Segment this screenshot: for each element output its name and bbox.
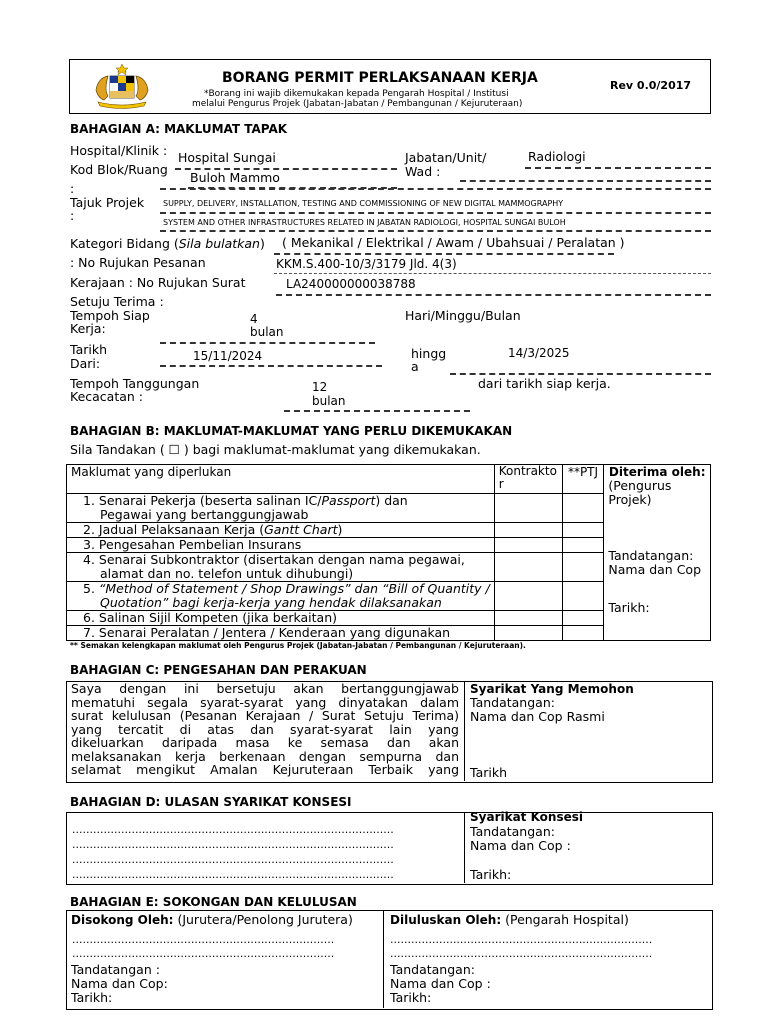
disokong-line-1[interactable]: ........................................................................... — [72, 933, 335, 946]
kategori-options[interactable]: ( Mekanikal / Elektrikal / Awam / Ubahsuai / Peralatan ) — [282, 235, 625, 250]
tempoh-siap-unit: Hari/Minggu/Bulan — [405, 308, 521, 323]
item-6-ptj-check[interactable] — [562, 611, 604, 626]
item-4-kontraktor-check[interactable] — [494, 553, 562, 582]
section-c-heading: BAHAGIAN C: PENGESAHAN DAN PERAKUAN — [70, 663, 367, 677]
item-5: 5. “Method of Statement / Shop Drawings” dan “Bill of Quantity / Quotation” bagi kerja-kerja yang hendak dilaksanakan — [67, 582, 495, 611]
tanggungan-value-2[interactable]: bulan — [312, 394, 346, 408]
diterima-nama-cop[interactable]: Nama dan Cop — [608, 562, 702, 577]
syarikat-konsesi-heading: Syarikat Konsesi — [470, 810, 583, 824]
disokong-tandatangan[interactable]: Tandatangan : — [71, 962, 160, 977]
item-3-kontraktor-check[interactable] — [494, 538, 562, 553]
tempoh-siap-underline — [160, 342, 375, 344]
section-b-footnote: ** Semakan kelengkapan maklumat oleh Pengurus Projek (Jabatan-Jabatan / Pembangunan / Kejuruteraan). — [70, 641, 526, 650]
tanggungan-label-2: Kecacatan : — [70, 389, 143, 404]
coat-of-arms-logo — [86, 62, 158, 112]
rujukan-pesanan-underline — [274, 273, 711, 274]
diluluskan-line-1[interactable]: ........................................................................... — [390, 933, 653, 946]
konsesi-tarikh[interactable]: Tarikh: — [470, 867, 512, 882]
item-2: 2. Jadual Pelaksanaan Kerja (Gantt Chart) — [67, 523, 495, 538]
tajuk-colon: : — [70, 208, 75, 223]
hingga-label-1: hingg — [411, 346, 447, 361]
declaration-text: Saya dengan ini bersetuju akan bertanggungjawab mematuhi segala syarat-syarat yang dinyatakan dalam surat kelulusan (Pesanan Kerajaan / Surat Setuju Terima) yang tercatit di atas dan syarat-syarat lain yang dikeluarkan daripada masa ke semasa dan akan melaksanakan kerja berkenaan dengan sempurna dan selamat mengikut Amalan Kejuruteraan Terbaik yang — [71, 681, 459, 777]
jabatan-label: Jabatan/Unit/ — [405, 150, 487, 165]
section-c-divider — [464, 681, 465, 781]
section-b-instruction: Sila Tandakan ( ☐ ) bagi maklumat-maklumat yang dikemukakan. — [70, 442, 481, 457]
rujukan-surat-value[interactable]: LA240000000038788 — [286, 277, 416, 291]
ulasan-line-2[interactable]: ............................................................................................ — [72, 838, 394, 851]
syarikat-memohon-nama-cop[interactable]: Nama dan Cop Rasmi — [470, 709, 605, 724]
tajuk-line-2[interactable]: SYSTEM AND OTHER INFRASTRUCTURES RELATED IN JABATAN RADIOLOGI, HOSPITAL SUNGAI BULOH — [163, 218, 566, 227]
rujukan-pesanan-value[interactable]: KKM.S.400-10/3/3179 Jld. 4(3) — [276, 257, 457, 271]
tajuk-mid-rule — [160, 212, 711, 214]
tempoh-siap-value-2[interactable]: bulan — [250, 325, 284, 339]
kategori-label: Kategori Bidang (Sila bulatkan) — [70, 236, 265, 251]
tempoh-siap-label-1: Tempoh Siap — [70, 308, 150, 323]
kodblok-colon: : — [70, 181, 75, 196]
syarikat-memohon-heading: Syarikat Yang Memohon — [470, 682, 634, 696]
section-e-heading: BAHAGIAN E: SOKONGAN DAN KELULUSAN — [70, 895, 357, 909]
konsesi-tandatangan[interactable]: Tandatangan: — [470, 824, 555, 839]
syarikat-memohon-tarikh[interactable]: Tarikh — [470, 765, 507, 780]
jabatan-value[interactable]: Radiologi — [528, 149, 586, 164]
tarikh-label-1: Tarikh — [70, 342, 107, 357]
diluluskan-nama-cop[interactable]: Nama dan Cop : — [390, 976, 491, 991]
section-d-divider — [464, 812, 465, 883]
jabatan-underline — [525, 167, 711, 169]
col-header-ptj: **PTJ — [562, 465, 604, 494]
syarikat-memohon-tandatangan[interactable]: Tandatangan: — [470, 695, 555, 710]
item-1-ptj-check[interactable] — [562, 494, 604, 523]
item-3: 3. Pengesahan Pembelian Insurans — [67, 538, 495, 553]
diterima-oleh-cell — [604, 465, 711, 641]
wad-underline — [460, 180, 711, 182]
tajuk-line-1[interactable]: SUPPLY, DELIVERY, INSTALLATION, TESTING AND COMMISSIONING OF NEW DIGITAL MAMMOGRAPHY — [163, 199, 564, 208]
rujukan-surat-label: Kerajaan : No Rujukan Surat — [70, 275, 246, 290]
wad-label: Wad : — [405, 164, 441, 179]
kodblok-value[interactable]: Buloh Mammo — [190, 170, 280, 185]
form-subtitle-2: melalui Pengurus Projek (Jabatan-Jabatan / Pembangunan / Kejuruteraan) — [192, 99, 523, 109]
hingga-label-2: a — [411, 359, 419, 374]
col-header-kontraktor: Kontrakto r — [494, 465, 562, 494]
diterima-oleh-heading: Diterima oleh: — [608, 465, 706, 479]
tarikh-from-value[interactable]: 15/11/2024 — [193, 349, 263, 363]
item-3-ptj-check[interactable] — [562, 538, 604, 553]
item-5-kontraktor-check[interactable] — [494, 582, 562, 611]
item-6-kontraktor-check[interactable] — [494, 611, 562, 626]
ulasan-line-3[interactable]: ............................................................................................ — [72, 853, 394, 866]
konsesi-nama-cop[interactable]: Nama dan Cop : — [470, 838, 571, 853]
disokong-nama-cop[interactable]: Nama dan Cop: — [71, 976, 168, 991]
section-d-heading: BAHAGIAN D: ULASAN SYARIKAT KONSESI — [70, 795, 352, 809]
rujukan-pesanan-label: : No Rujukan Pesanan — [70, 255, 206, 270]
item-1: 1. Senarai Pekerja (beserta salinan IC/Passport) dan Pegawai yang bertanggungjawab — [67, 494, 495, 523]
col-header-maklumat: Maklumat yang diperlukan — [67, 465, 495, 494]
item-2-ptj-check[interactable] — [562, 523, 604, 538]
item-1-kontraktor-check[interactable] — [494, 494, 562, 523]
section-e-divider — [383, 910, 384, 1008]
item-4-ptj-check[interactable] — [562, 553, 604, 582]
diluluskan-line-2[interactable]: ........................................................................... — [390, 947, 653, 960]
tajuk-label: Tajuk Projek — [70, 195, 145, 210]
tanggungan-value-1[interactable]: 12 — [312, 380, 328, 394]
tajuk-bottom-rule — [160, 230, 711, 232]
section-b-heading: BAHAGIAN B: MAKLUMAT-MAKLUMAT YANG PERLU DIKEMUKAKAN — [70, 424, 513, 438]
revision-label: Rev 0.0/2017 — [610, 79, 692, 92]
item-7-ptj-check[interactable] — [562, 626, 604, 641]
kodblok-label: Kod Blok/Ruang — [70, 162, 168, 177]
setuju-terima-label: Setuju Terima : — [70, 294, 164, 309]
tarikh-to-value[interactable]: 14/3/2025 — [508, 346, 570, 360]
form-subtitle-1: *Borang ini wajib dikemukakan kepada Pengarah Hospital / Institusi — [204, 89, 509, 99]
section-a-heading: BAHAGIAN A: MAKLUMAT TAPAK — [70, 122, 288, 136]
tajuk-top-rule — [160, 188, 711, 190]
tarikh-to-underline — [450, 373, 711, 375]
item-6: 6. Salinan Sijil Kompeten (jika berkaitan) — [67, 611, 495, 626]
ulasan-line-4[interactable]: ............................................................................................ — [72, 868, 394, 881]
rujukan-surat-underline — [276, 294, 711, 296]
kategori-underline — [274, 253, 614, 255]
item-2-kontraktor-check[interactable] — [494, 523, 562, 538]
tarikh-label-2: Dari: — [70, 356, 101, 371]
ulasan-line-1[interactable]: ............................................................................................ — [72, 823, 394, 836]
diterima-tandatangan[interactable]: Tandatangan: — [608, 548, 694, 563]
tempoh-siap-value-1[interactable]: 4 — [250, 312, 258, 326]
tempoh-siap-label-2: Kerja: — [70, 321, 106, 336]
disokong-line-2[interactable]: ........................................................................... — [72, 947, 335, 960]
item-7-kontraktor-check[interactable] — [494, 626, 562, 641]
tanggungan-underline — [284, 410, 470, 412]
pengurus-label-2: Projek) — [608, 492, 652, 507]
checklist-table — [66, 464, 711, 641]
tanggungan-suffix: dari tarikh siap kerja. — [478, 376, 611, 391]
diterima-tarikh[interactable]: Tarikh: — [608, 600, 650, 615]
disokong-heading: Disokong Oleh: (Jurutera/Penolong Jurutera) — [71, 912, 353, 927]
tanggungan-label-1: Tempoh Tanggungan — [70, 376, 200, 391]
item-4: 4. Senarai Subkontraktor (disertakan dengan nama pegawai, alamat dan no. telefon untuk dihubungi) — [67, 553, 495, 582]
tarikh-from-underline — [160, 365, 382, 367]
diluluskan-heading: Diluluskan Oleh: (Pengarah Hospital) — [390, 912, 629, 927]
item-5-ptj-check[interactable] — [562, 582, 604, 611]
pengurus-label-1: (Pengurus — [608, 478, 672, 493]
form-title: BORANG PERMIT PERLAKSANAAN KERJA — [222, 70, 538, 86]
disokong-tarikh[interactable]: Tarikh: — [71, 990, 113, 1005]
diluluskan-tandatangan[interactable]: Tandatangan: — [390, 962, 475, 977]
diluluskan-tarikh[interactable]: Tarikh: — [390, 990, 432, 1005]
item-7: 7. Senarai Peralatan / Jentera / Kenderaan yang digunakan — [67, 626, 495, 641]
hospital-label: Hospital/Klinik : — [70, 143, 168, 158]
hospital-value[interactable]: Hospital Sungai — [178, 150, 276, 165]
